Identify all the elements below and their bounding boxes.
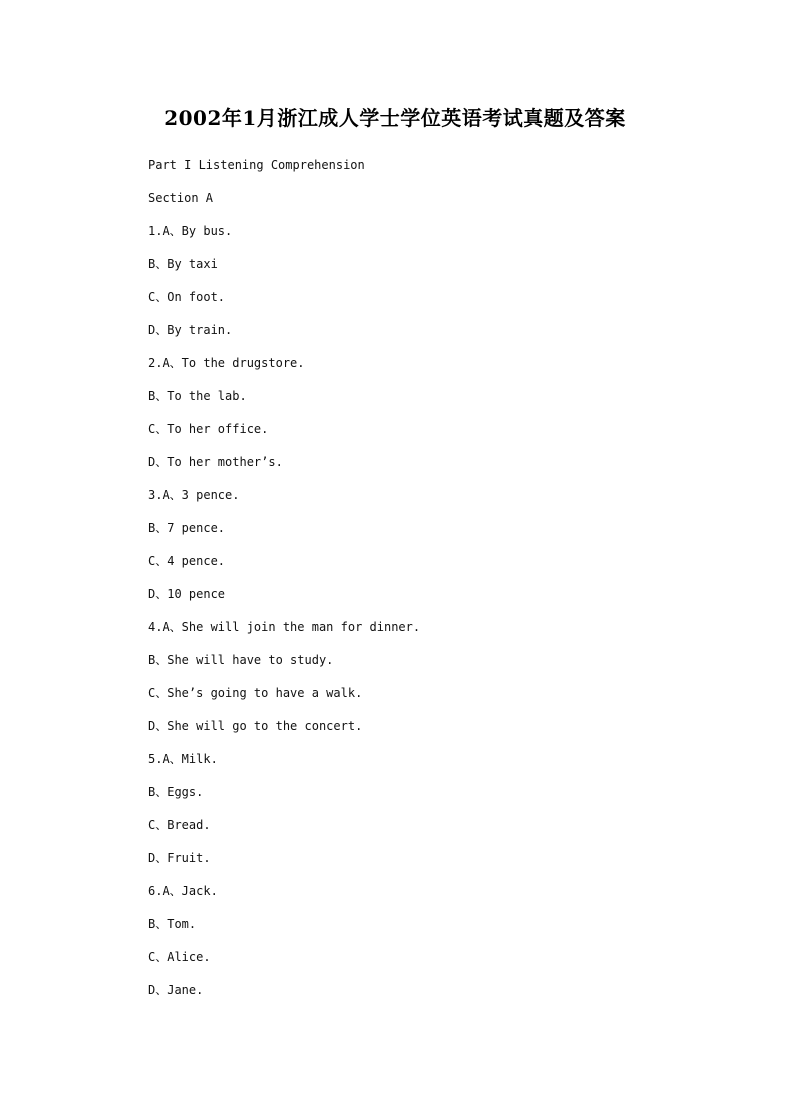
question-1-option-b: B、By taxi bbox=[148, 257, 218, 271]
section-heading-section-a: Section A bbox=[148, 191, 214, 205]
question-5-option-d: D、Fruit. bbox=[148, 851, 211, 865]
question-6-option-d: D、Jane. bbox=[148, 983, 204, 997]
question-4-option-a: 4.A、She will join the man for dinner. bbox=[148, 620, 421, 634]
question-1-option-a: 1.A、By bus. bbox=[148, 224, 233, 238]
question-6-option-c: C、Alice. bbox=[148, 950, 211, 964]
question-2-option-c: C、To her office. bbox=[148, 422, 269, 436]
question-5-option-a: 5.A、Milk. bbox=[148, 752, 218, 766]
question-6-option-b: B、Tom. bbox=[148, 917, 197, 931]
question-2-option-a: 2.A、To the drugstore. bbox=[148, 356, 305, 370]
question-5-option-b: B、Eggs. bbox=[148, 785, 204, 799]
question-3-option-a: 3.A、3 pence. bbox=[148, 488, 240, 502]
section-heading-part-1: Part I Listening Comprehension bbox=[148, 158, 365, 172]
question-2-option-b: B、To the lab. bbox=[148, 389, 247, 403]
question-3-option-b: B、7 pence. bbox=[148, 521, 226, 535]
question-3-option-d: D、10 pence bbox=[148, 587, 226, 601]
document-title: 2002年1月浙江成人学士学位英语考试真题及答案 bbox=[164, 106, 626, 130]
question-1-option-c: C、On foot. bbox=[148, 290, 226, 304]
question-4-option-c: C、She’s going to have a walk. bbox=[148, 686, 363, 700]
question-2-option-d: D、To her mother’s. bbox=[148, 455, 283, 469]
question-4-option-b: B、She will have to study. bbox=[148, 653, 334, 667]
question-5-option-c: C、Bread. bbox=[148, 818, 211, 832]
question-1-option-d: D、By train. bbox=[148, 323, 233, 337]
question-3-option-c: C、4 pence. bbox=[148, 554, 226, 568]
document-body bbox=[148, 155, 420, 1013]
question-6-option-a: 6.A、Jack. bbox=[148, 884, 218, 898]
question-4-option-d: D、She will go to the concert. bbox=[148, 719, 363, 733]
